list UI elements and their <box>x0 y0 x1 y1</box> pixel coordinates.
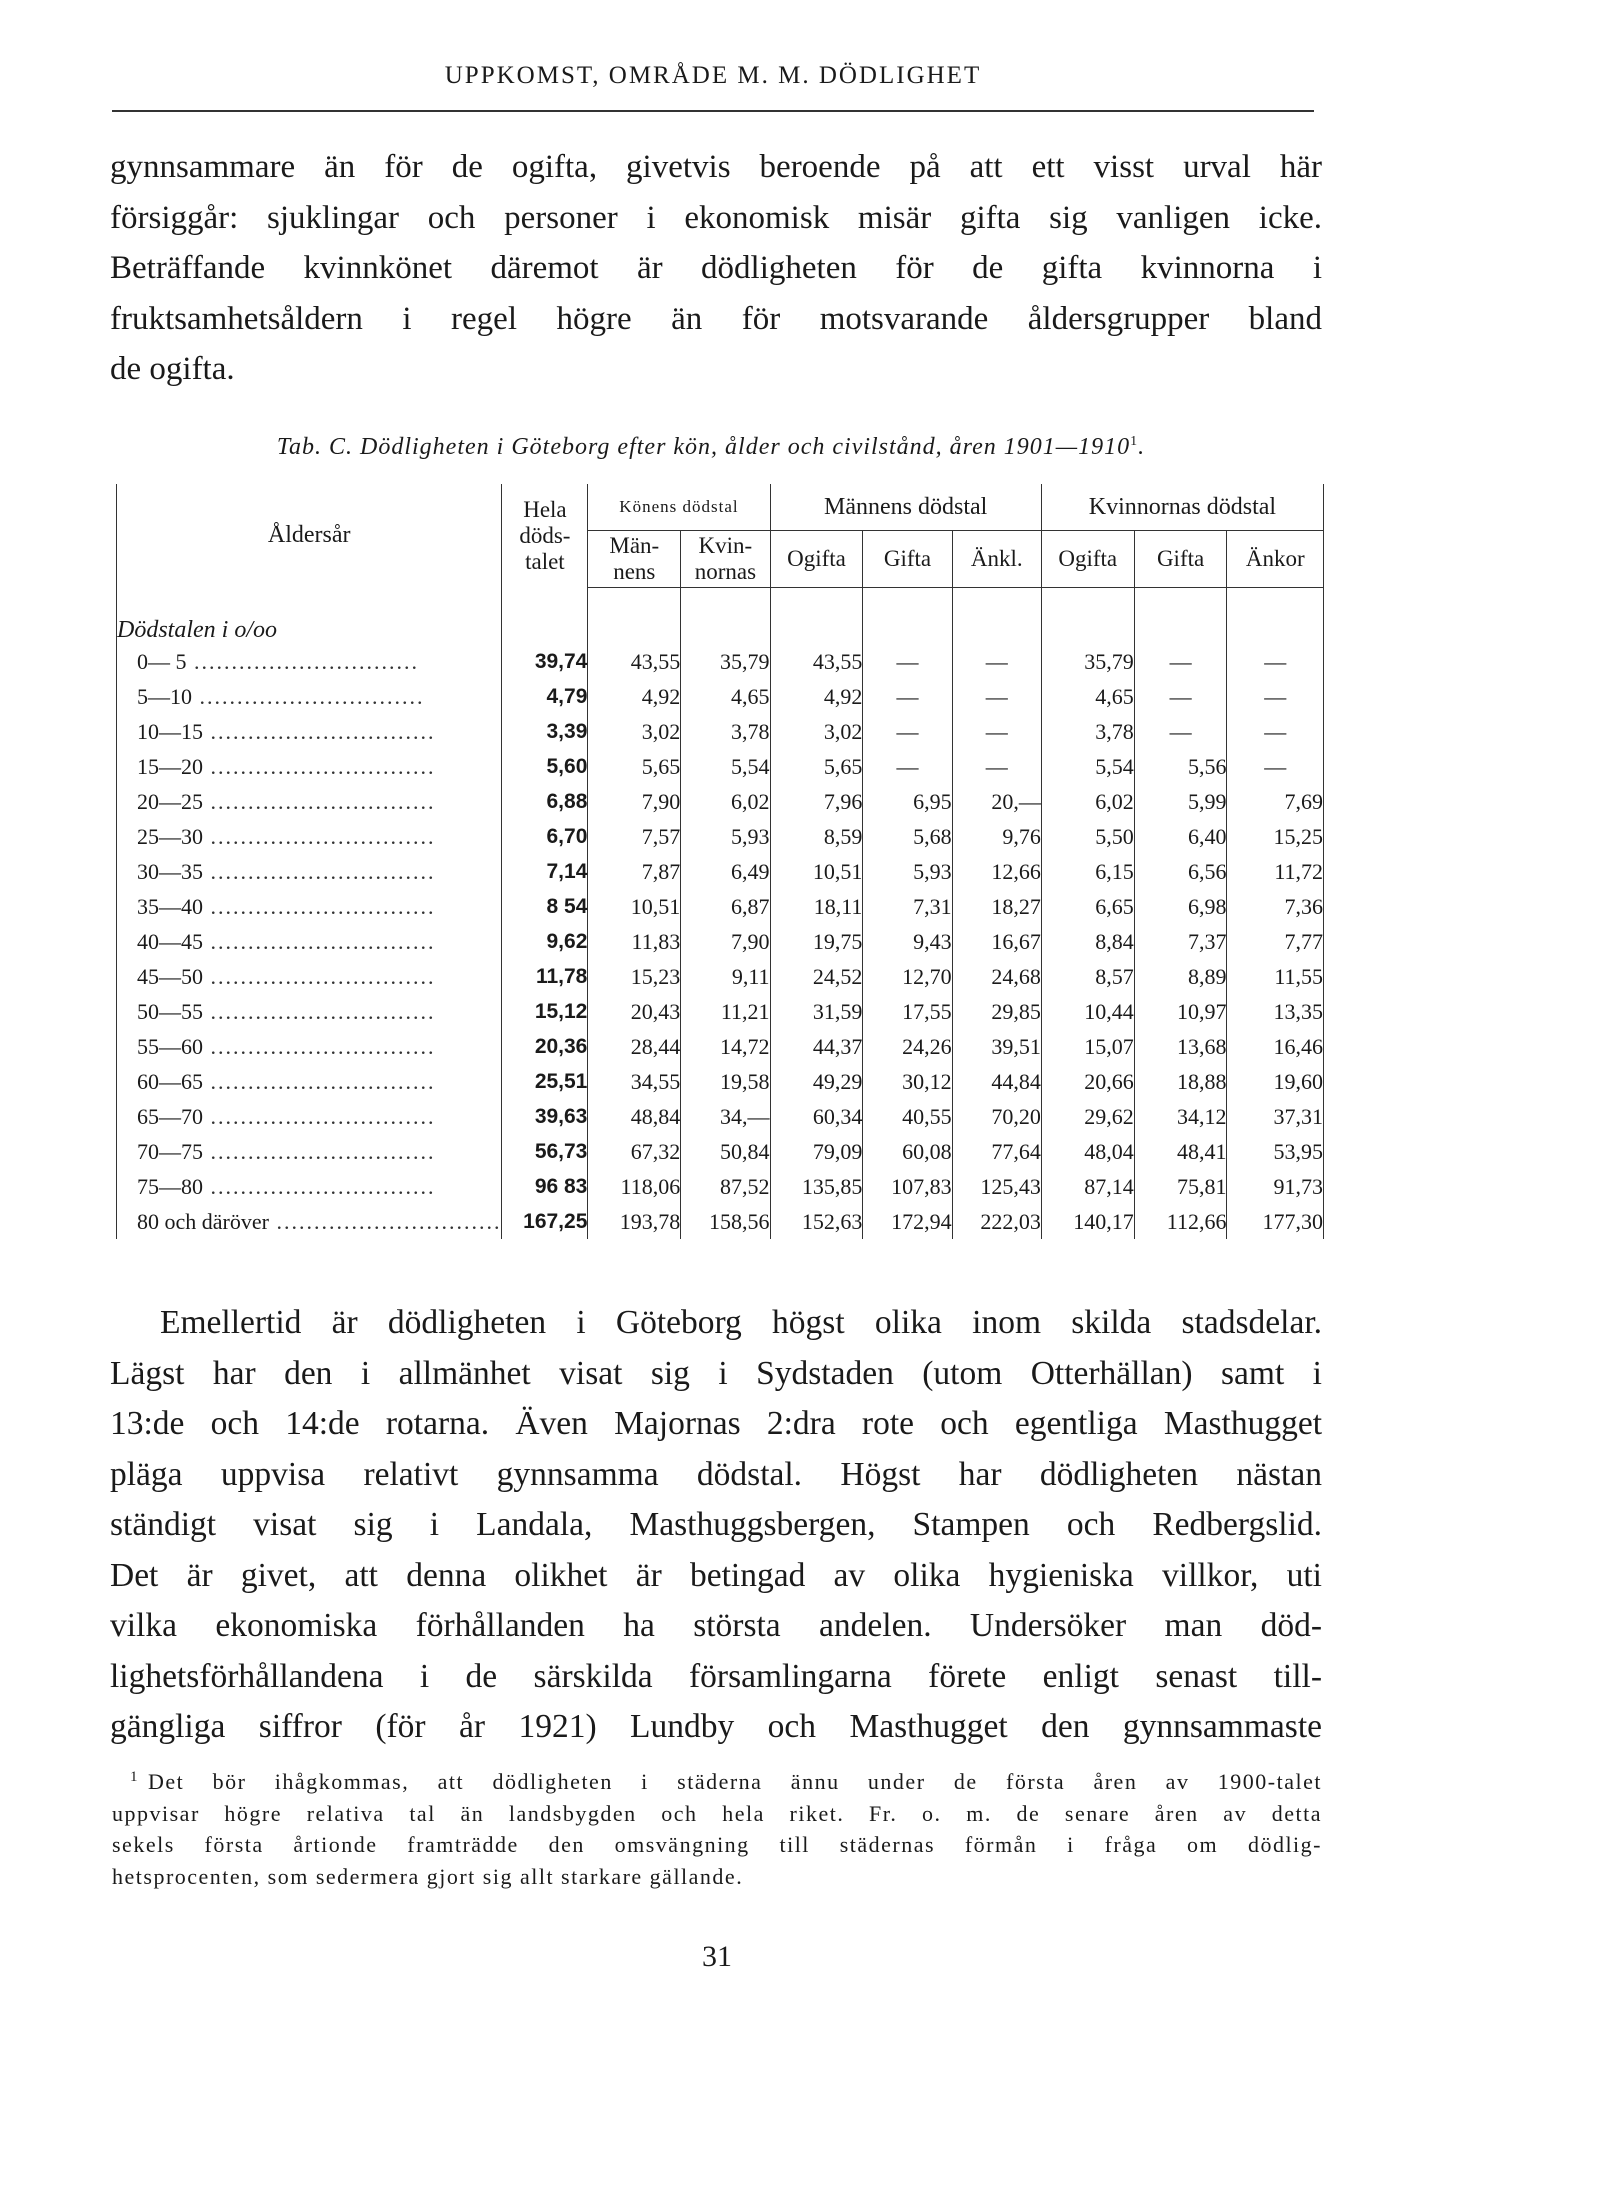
cell-women: 158,56 <box>681 1204 770 1239</box>
cell-m-ankl: — <box>952 749 1041 784</box>
cell-f-ogifta: 8,84 <box>1041 924 1134 959</box>
cell-women: 34,— <box>681 1099 770 1134</box>
cell-total: 3,39 <box>502 714 588 749</box>
table-row <box>117 1134 1324 1169</box>
cell-m-ogifta: 18,11 <box>770 889 863 924</box>
header-women-line: nornas <box>694 559 757 584</box>
footnote-line: sekels första årtionde framträdde den omsvängning till städernas förmån i fråga om dödlig- <box>112 1832 1322 1857</box>
text-line: vilka ekonomiska förhållanden ha största andelen. Undersöker man död- <box>110 1607 1322 1644</box>
cell-m-gifta: — <box>863 679 952 714</box>
cell-women: 6,02 <box>681 784 770 819</box>
cell-f-gifta: — <box>1134 714 1227 749</box>
cell-women: 4,65 <box>681 679 770 714</box>
table-caption: Tab. C. Dödligheten i Göteborg efter kön, ålder och civilstånd, åren 1901—1910$^1$. <box>276 434 1146 460</box>
cell-total: 7,14 <box>502 854 588 889</box>
cell-m-ogifta: 60,34 <box>770 1099 863 1134</box>
cell-m-ogifta: 19,75 <box>770 924 863 959</box>
cell-f-gifta: 48,41 <box>1134 1134 1227 1169</box>
header-women <box>681 531 770 588</box>
age-cell <box>117 749 502 784</box>
cell-f-ankor: 13,35 <box>1227 994 1324 1029</box>
cell-m-gifta: — <box>863 749 952 784</box>
age-cell <box>117 994 502 1029</box>
cell-m-ankl: 39,51 <box>952 1029 1041 1064</box>
table-row <box>117 644 1324 679</box>
cell-m-gifta: 24,26 <box>863 1029 952 1064</box>
cell-f-ankor: 7,77 <box>1227 924 1324 959</box>
text-line: Emellertid är dödligheten i Göteborg högst olika inom skilda stadsdelar. <box>160 1304 1322 1341</box>
age-cell <box>117 1134 502 1169</box>
table-cell <box>770 588 863 645</box>
cell-f-gifta: 6,56 <box>1134 854 1227 889</box>
age-cell <box>117 644 502 679</box>
table-row <box>117 994 1324 1029</box>
cell-m-gifta: 5,68 <box>863 819 952 854</box>
cell-men: 67,32 <box>588 1134 681 1169</box>
cell-m-gifta: 7,31 <box>863 889 952 924</box>
table-row <box>117 784 1324 819</box>
cell-m-ankl: 18,27 <box>952 889 1041 924</box>
cell-m-ogifta: 49,29 <box>770 1064 863 1099</box>
cell-men: 34,55 <box>588 1064 681 1099</box>
cell-women: 5,54 <box>681 749 770 784</box>
text-line: lighetsförhållandena i de särskilda församlingarna förete enligt senast till- <box>110 1657 1322 1695</box>
cell-total: 9,62 <box>502 924 588 959</box>
leader-dots: .............................. <box>203 1173 436 1199</box>
cell-women: 7,90 <box>681 924 770 959</box>
cell-f-ankor: 11,55 <box>1227 959 1324 994</box>
text-line: gynnsammare än för de ogifta, givetvis beroende på att ett visst urval här <box>110 149 1322 185</box>
cell-m-gifta: — <box>863 644 952 679</box>
footnote-line: hetsprocenten, som sedermera gjort sig allt starkare gällande. <box>112 1863 744 1889</box>
cell-f-gifta: — <box>1134 679 1227 714</box>
footnote-line: uppvisar högre relativa tal än landsbygden och hela riket. Fr. o. m. de senare åren av detta <box>112 1800 1322 1826</box>
age-label: 5—10 <box>137 683 192 709</box>
cell-f-gifta: 5,56 <box>1134 749 1227 784</box>
leader-dots: .............................. <box>203 1068 436 1094</box>
table-cell <box>588 588 681 645</box>
cell-m-ankl: — <box>952 679 1041 714</box>
cell-m-ogifta: 8,59 <box>770 819 863 854</box>
age-label: 40—45 <box>137 928 203 954</box>
age-cell <box>117 679 502 714</box>
cell-f-ogifta: 6,65 <box>1041 889 1134 924</box>
age-cell <box>117 1029 502 1064</box>
cell-m-ankl: — <box>952 644 1041 679</box>
table-row <box>117 714 1324 749</box>
cell-f-ankor: — <box>1227 644 1324 679</box>
table-cell <box>502 588 588 645</box>
paragraph-1 <box>110 142 1322 395</box>
table-row <box>117 819 1324 854</box>
cell-m-gifta: 12,70 <box>863 959 952 994</box>
cell-f-ankor: — <box>1227 749 1324 784</box>
cell-f-gifta: 13,68 <box>1134 1029 1227 1064</box>
header-female-group: Kvinnornas dödstal <box>1041 484 1323 531</box>
cell-women: 9,11 <box>681 959 770 994</box>
cell-total: 167,25 <box>502 1204 588 1239</box>
cell-women: 14,72 <box>681 1029 770 1064</box>
cell-total: 6,70 <box>502 819 588 854</box>
cell-m-ankl: 12,66 <box>952 854 1041 889</box>
cell-women: 11,21 <box>681 994 770 1029</box>
cell-f-gifta: 7,37 <box>1134 924 1227 959</box>
cell-f-gifta: 34,12 <box>1134 1099 1227 1134</box>
age-cell <box>117 924 502 959</box>
cell-m-ogifta: 7,96 <box>770 784 863 819</box>
leader-dots: .............................. <box>203 858 436 884</box>
cell-f-gifta: 10,97 <box>1134 994 1227 1029</box>
footnote-line: Det bör ihågkommas, att dödligheten i städerna ännu under de första åren av 1900-talet <box>148 1769 1322 1794</box>
cell-men: 10,51 <box>588 889 681 924</box>
text-line: ständigt visat sig i Landala, Masthuggsbergen, Stampen och Redbergslid. <box>110 1506 1322 1543</box>
mortality-table <box>116 484 1324 1239</box>
age-label: 30—35 <box>137 858 203 884</box>
cell-total: 25,51 <box>502 1064 588 1099</box>
cell-f-ogifta: 3,78 <box>1041 714 1134 749</box>
section-label: Dödstalen i o/oo <box>117 588 502 645</box>
cell-f-ogifta: 5,50 <box>1041 819 1134 854</box>
cell-m-ankl: 125,43 <box>952 1169 1041 1204</box>
cell-f-gifta: 8,89 <box>1134 959 1227 994</box>
leader-dots: .............................. <box>268 1208 502 1234</box>
age-cell <box>117 959 502 994</box>
age-label: 35—40 <box>137 893 203 919</box>
cell-m-ankl: 29,85 <box>952 994 1041 1029</box>
table-row <box>117 1064 1324 1099</box>
cell-total: 15,12 <box>502 994 588 1029</box>
cell-men: 4,92 <box>588 679 681 714</box>
cell-f-ogifta: 29,62 <box>1041 1099 1134 1134</box>
paragraph-2 <box>110 1298 1322 1753</box>
age-label: 10—15 <box>137 718 203 744</box>
leader-dots: .............................. <box>203 1138 436 1164</box>
age-cell <box>117 1064 502 1099</box>
table-cell <box>1227 588 1324 645</box>
table-row <box>117 1029 1324 1064</box>
cell-m-ogifta: 44,37 <box>770 1029 863 1064</box>
cell-m-ankl: 16,67 <box>952 924 1041 959</box>
header-male-group: Männens dödstal <box>770 484 1041 531</box>
cell-m-ogifta: 79,09 <box>770 1134 863 1169</box>
cell-f-ogifta: 6,02 <box>1041 784 1134 819</box>
cell-f-gifta: 6,40 <box>1134 819 1227 854</box>
text-line: Beträffande kvinnkönet däremot är dödligheten för de gifta kvinnorna i <box>110 250 1322 286</box>
header-total <box>502 484 588 588</box>
cell-f-ankor: 15,25 <box>1227 819 1324 854</box>
cell-men: 5,65 <box>588 749 681 784</box>
cell-men: 28,44 <box>588 1029 681 1064</box>
cell-m-ankl: 222,03 <box>952 1204 1041 1239</box>
cell-m-ankl: 70,20 <box>952 1099 1041 1134</box>
table-cell <box>1041 588 1134 645</box>
cell-men: 118,06 <box>588 1169 681 1204</box>
leader-dots: .............................. <box>192 683 425 709</box>
header-total-line: Hela <box>523 496 567 522</box>
age-cell <box>117 819 502 854</box>
cell-women: 35,79 <box>681 644 770 679</box>
cell-m-gifta: 107,83 <box>863 1169 952 1204</box>
cell-m-gifta: — <box>863 714 952 749</box>
leader-dots: .............................. <box>203 718 436 744</box>
cell-f-ankor: 177,30 <box>1227 1204 1324 1239</box>
cell-men: 15,23 <box>588 959 681 994</box>
text-line: Lägst har den i allmänhet visat sig i Sydstaden (utom Otterhällan) samt i <box>110 1354 1322 1392</box>
cell-f-ankor: 91,73 <box>1227 1169 1324 1204</box>
age-label: 65—70 <box>137 1103 203 1129</box>
cell-m-ogifta: 4,92 <box>770 679 863 714</box>
cell-f-gifta: 75,81 <box>1134 1169 1227 1204</box>
cell-men: 193,78 <box>588 1204 681 1239</box>
header-m-unmarried: Ogifta <box>770 531 863 588</box>
age-label: 75—80 <box>137 1173 203 1199</box>
table-row <box>117 959 1324 994</box>
table-row <box>117 679 1324 714</box>
cell-men: 7,90 <box>588 784 681 819</box>
age-label: 20—25 <box>137 788 203 814</box>
cell-women: 6,49 <box>681 854 770 889</box>
text-line: 13:de och 14:de rotarna. Även Majornas 2:dra rote och egentliga Masthugget <box>110 1405 1322 1442</box>
age-label: 25—30 <box>137 823 203 849</box>
cell-men: 7,57 <box>588 819 681 854</box>
leader-dots: .............................. <box>186 648 419 674</box>
age-cell <box>117 889 502 924</box>
cell-total: 5,60 <box>502 749 588 784</box>
cell-f-ogifta: 140,17 <box>1041 1204 1134 1239</box>
cell-m-ogifta: 5,65 <box>770 749 863 784</box>
footnote-mark: 1 <box>1130 434 1139 449</box>
cell-f-ogifta: 20,66 <box>1041 1064 1134 1099</box>
cell-m-gifta: 5,93 <box>863 854 952 889</box>
cell-m-ogifta: 152,63 <box>770 1204 863 1239</box>
cell-f-ogifta: 6,15 <box>1041 854 1134 889</box>
table-caption-text: Tab. C. Dödligheten i Göteborg efter kön, ålder och civilstånd, åren 1901—1910 <box>276 434 1131 460</box>
cell-total: 39,74 <box>502 644 588 679</box>
age-label: 80 och däröver <box>137 1208 269 1234</box>
cell-f-gifta: 18,88 <box>1134 1064 1227 1099</box>
header-men-line: nens <box>613 559 656 584</box>
table-cell <box>952 588 1041 645</box>
leader-dots: .............................. <box>203 823 436 849</box>
cell-m-ankl: 44,84 <box>952 1064 1041 1099</box>
cell-f-ankor: 11,72 <box>1227 854 1324 889</box>
cell-f-gifta: 112,66 <box>1134 1204 1227 1239</box>
header-m-married: Gifta <box>863 531 952 588</box>
age-cell <box>117 714 502 749</box>
footnote-marker: 1 <box>130 1769 139 1785</box>
age-label: 60—65 <box>137 1068 203 1094</box>
cell-m-ogifta: 135,85 <box>770 1169 863 1204</box>
table-cell <box>1134 588 1227 645</box>
age-label: 55—60 <box>137 1033 203 1059</box>
header-f-married: Gifta <box>1134 531 1227 588</box>
leader-dots: .............................. <box>203 963 436 989</box>
cell-f-ankor: — <box>1227 714 1324 749</box>
cell-m-ogifta: 10,51 <box>770 854 863 889</box>
table-cell <box>863 588 952 645</box>
age-label: 15—20 <box>137 753 203 779</box>
leader-dots: .............................. <box>203 928 436 954</box>
cell-men: 11,83 <box>588 924 681 959</box>
cell-men: 7,87 <box>588 854 681 889</box>
cell-total: 20,36 <box>502 1029 588 1064</box>
table-cell <box>681 588 770 645</box>
age-label: 45—50 <box>137 963 203 989</box>
cell-m-ogifta: 43,55 <box>770 644 863 679</box>
header-rule <box>112 110 1314 112</box>
cell-f-gifta: — <box>1134 644 1227 679</box>
age-label: 70—75 <box>137 1138 203 1164</box>
cell-f-gifta: 5,99 <box>1134 784 1227 819</box>
cell-m-gifta: 40,55 <box>863 1099 952 1134</box>
running-head: UPPKOMST, OMRÅDE M. M. DÖDLIGHET <box>444 62 982 89</box>
cell-f-ogifta: 48,04 <box>1041 1134 1134 1169</box>
header-total-line: talet <box>525 548 565 574</box>
cell-m-gifta: 9,43 <box>863 924 952 959</box>
cell-f-ogifta: 5,54 <box>1041 749 1134 784</box>
cell-m-ogifta: 31,59 <box>770 994 863 1029</box>
cell-men: 3,02 <box>588 714 681 749</box>
table-row <box>117 749 1324 784</box>
table-row <box>117 854 1324 889</box>
cell-m-gifta: 60,08 <box>863 1134 952 1169</box>
cell-total: 56,73 <box>502 1134 588 1169</box>
page-number: 31 <box>702 1940 732 1973</box>
cell-women: 5,93 <box>681 819 770 854</box>
cell-men: 20,43 <box>588 994 681 1029</box>
cell-m-ankl: 20,— <box>952 784 1041 819</box>
cell-m-gifta: 172,94 <box>863 1204 952 1239</box>
header-women-line: Kvin- <box>698 533 753 558</box>
cell-women: 50,84 <box>681 1134 770 1169</box>
cell-m-ankl: 9,76 <box>952 819 1041 854</box>
text-line: försiggår: sjuklingar och personer i ekonomisk misär gifta sig vanligen icke. <box>110 199 1322 236</box>
cell-m-gifta: 17,55 <box>863 994 952 1029</box>
cell-m-gifta: 30,12 <box>863 1064 952 1099</box>
cell-m-gifta: 6,95 <box>863 784 952 819</box>
text-line: Det är givet, att denna olikhet är betingad av olika hygieniska villkor, uti <box>110 1556 1322 1594</box>
cell-f-ankor: 7,69 <box>1227 784 1324 819</box>
cell-m-ankl: 77,64 <box>952 1134 1041 1169</box>
header-m-widowed: Änkl. <box>952 531 1041 588</box>
header-total-line: döds- <box>519 522 571 548</box>
cell-f-ankor: 53,95 <box>1227 1134 1324 1169</box>
text-line: pläga uppvisa relativt gynnsamma dödstal. Högst har dödligheten nästan <box>110 1455 1322 1493</box>
cell-f-ankor: 19,60 <box>1227 1064 1324 1099</box>
cell-women: 87,52 <box>681 1169 770 1204</box>
header-f-unmarried: Ogifta <box>1041 531 1134 588</box>
cell-f-ankor: 7,36 <box>1227 889 1324 924</box>
cell-f-ankor: — <box>1227 679 1324 714</box>
cell-f-ogifta: 10,44 <box>1041 994 1134 1029</box>
cell-f-ogifta: 4,65 <box>1041 679 1134 714</box>
cell-total: 8 54 <box>502 889 588 924</box>
cell-f-ogifta: 35,79 <box>1041 644 1134 679</box>
header-f-widowed: Änkor <box>1227 531 1324 588</box>
cell-f-ankor: 16,46 <box>1227 1029 1324 1064</box>
table-row <box>117 1169 1324 1204</box>
cell-f-ogifta: 8,57 <box>1041 959 1134 994</box>
cell-m-ogifta: 24,52 <box>770 959 863 994</box>
leader-dots: .............................. <box>203 1103 436 1129</box>
age-cell <box>117 1169 502 1204</box>
header-men <box>588 531 681 588</box>
cell-women: 19,58 <box>681 1064 770 1099</box>
cell-men: 43,55 <box>588 644 681 679</box>
leader-dots: .............................. <box>203 753 436 779</box>
text-line: gängliga siffror (för år 1921) Lundby och Masthugget den gynnsammaste <box>110 1708 1322 1745</box>
age-label: 50—55 <box>137 998 203 1024</box>
table-row <box>117 924 1324 959</box>
cell-f-ogifta: 87,14 <box>1041 1169 1134 1204</box>
age-cell <box>117 1204 502 1239</box>
table-row <box>117 1204 1324 1239</box>
cell-f-ankor: 37,31 <box>1227 1099 1324 1134</box>
cell-total: 96 83 <box>502 1169 588 1204</box>
cell-total: 6,88 <box>502 784 588 819</box>
cell-women: 6,87 <box>681 889 770 924</box>
age-cell <box>117 784 502 819</box>
text-line: fruktsamhetsåldern i regel högre än för motsvarande åldersgrupper bland <box>110 300 1322 337</box>
header-age: Åldersår <box>117 484 502 588</box>
cell-m-ogifta: 3,02 <box>770 714 863 749</box>
cell-m-ankl: 24,68 <box>952 959 1041 994</box>
leader-dots: .............................. <box>203 788 436 814</box>
leader-dots: .............................. <box>203 893 436 919</box>
age-cell <box>117 1099 502 1134</box>
cell-f-ogifta: 15,07 <box>1041 1029 1134 1064</box>
leader-dots: .............................. <box>203 998 436 1024</box>
cell-women: 3,78 <box>681 714 770 749</box>
cell-total: 11,78 <box>502 959 588 994</box>
cell-total: 4,79 <box>502 679 588 714</box>
text-line: de ogifta. <box>110 351 235 387</box>
footnote <box>112 1766 1322 1892</box>
cell-total: 39,63 <box>502 1099 588 1134</box>
table-row <box>117 1099 1324 1134</box>
table-row <box>117 889 1324 924</box>
cell-f-gifta: 6,98 <box>1134 889 1227 924</box>
leader-dots: .............................. <box>203 1033 436 1059</box>
age-cell <box>117 854 502 889</box>
age-label: 0— 5 <box>137 648 187 674</box>
cell-men: 48,84 <box>588 1099 681 1134</box>
header-men-line: Män- <box>609 533 660 558</box>
header-sex-group: Könens dödstal <box>588 484 770 531</box>
cell-m-ankl: — <box>952 714 1041 749</box>
